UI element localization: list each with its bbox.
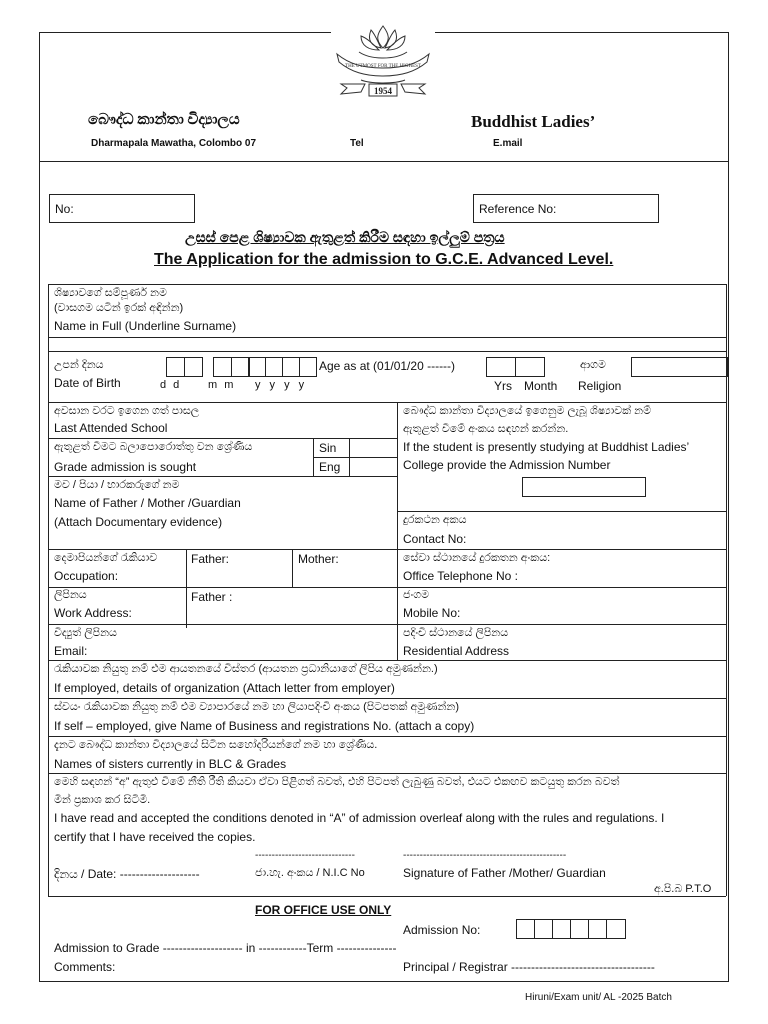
office-admission-no-cell-3[interactable] — [552, 919, 571, 939]
guardian-signature-label: Signature of Father /Mother/ Guardian — [403, 866, 606, 880]
work-address-label-si: ලිපිනය — [54, 589, 87, 601]
dob-yyyy-hint: y y y y — [255, 379, 308, 391]
crest-motto: THE UTMOST FOR THE HIGHEST — [345, 64, 421, 69]
date-field-label: දිනය / Date: -------------------- — [54, 867, 200, 881]
current-student-si1: බෞද්ධ කාන්තා විද්‍යාලයේ ඉගෙනුම ලැබූ ශිෂ්‍යාවක් නම් — [403, 405, 651, 417]
age-month-label: Month — [524, 379, 558, 393]
dob-year-cell-3[interactable] — [282, 357, 300, 377]
dob-dd-hint: d d — [160, 379, 182, 391]
mobile-label-en: Mobile No: — [403, 606, 461, 620]
work-address-father-label: Father : — [191, 590, 233, 604]
self-employment-label-en: If self – employed, give Name of Business and registrations No. (attach a copy) — [54, 719, 475, 733]
dob-day-cell-1[interactable] — [166, 357, 185, 377]
age-month-cell[interactable] — [515, 357, 545, 377]
declaration-en1: I have read and accepted the conditions denoted in “A” of admission overleaf along with the rules and regulations. I — [54, 811, 665, 825]
age-yrs-label: Yrs — [494, 379, 512, 393]
office-admission-no-label: Admission No: — [403, 923, 481, 937]
age-years-cell[interactable] — [486, 357, 516, 377]
office-admission-no-cell-4[interactable] — [570, 919, 589, 939]
declaration-si2: මින් ප්‍රකාශ කර සිටිමි. — [54, 794, 151, 806]
school-crest-logo — [331, 20, 435, 100]
employment-label-si: රැකියාවක නියුතු නම් එම ආයතනයේ විස්තර (ආයතන ප්‍රධානියාගේ ලිපිය අමුණන්න.) — [54, 663, 438, 675]
current-student-en1: If the student is presently studying at Buddhist Ladies’ — [403, 440, 690, 454]
dob-label-en: Date of Birth — [54, 376, 121, 390]
nic-label: ජා.හැ. අංකය / N.I.C No — [255, 867, 365, 879]
grade-label-en: Grade admission is sought — [54, 460, 197, 474]
residential-label-si: පදිංචි ස්ථානයේ ලිපිනය — [403, 627, 509, 639]
last-school-label-en: Last Attended School — [54, 421, 168, 435]
email-label: E.mail — [493, 138, 523, 149]
dob-month-cell-1[interactable] — [213, 357, 232, 377]
office-use-title: FOR OFFICE USE ONLY — [255, 903, 392, 917]
declaration-si1: මෙහි සඳහන් “අ” ඇතුළු වීමේ නීති රීති කියවා ඒවා පිළිගත් බවත්, එහි පිටපත් ලැබුණු බවත්, එයට එකඟව කටයුතු කරන බවත් — [54, 776, 620, 788]
email-label-en: Email: — [54, 644, 88, 658]
grade-english-medium: Eng — [319, 460, 341, 474]
contact-label-en: Contact No: — [403, 532, 467, 546]
reference-no-label: Reference No: — [479, 202, 557, 216]
employment-label-en: If employed, details of organization (Attach letter from employer) — [54, 681, 395, 695]
office-admission-no-cell-2[interactable] — [534, 919, 553, 939]
office-grade-line: Admission to Grade -------------------- in ------------Term --------------- — [54, 941, 397, 955]
religion-field[interactable] — [631, 357, 728, 377]
last-school-label-si: අවසාන වරට ඉගෙන ගත් පාසල — [54, 405, 200, 417]
email-label-si: විද්‍යුත් ලිපිනය — [54, 627, 117, 639]
form-title-sinhala: උසස් පෙළ ශිෂ්‍යාවක ඇතුළත් කිරීම සඳහා ඉල්ලුම් පත්‍රය — [185, 229, 505, 245]
office-admission-no-cell-5[interactable] — [588, 919, 607, 939]
school-name-english: Buddhist Ladies’ — [471, 112, 596, 131]
sisters-label-en: Names of sisters currently in BLC & Grades — [54, 757, 287, 771]
nic-signature-line: ------------------------------ — [255, 850, 355, 861]
grade-sinhala-medium: Sin — [319, 441, 337, 455]
occupation-label-en: Occupation: — [54, 569, 119, 583]
dob-day-cell-2[interactable] — [184, 357, 203, 377]
dob-label-si: උපන් දිනය — [54, 359, 104, 371]
office-comments-label: Comments: — [54, 960, 116, 974]
grade-label-si: ඇතුළත් වීමට බලාපොරොත්තු වන ශ්‍රේණිය — [54, 441, 253, 453]
dob-year-cell-4[interactable] — [299, 357, 317, 377]
occupation-label-si: දෙමාපියන්ගේ රැකියාව — [54, 552, 158, 564]
residential-label-en: Residential Address — [403, 644, 510, 658]
self-employment-label-si: ස්වයං රැකියාවක නියුතු නම් එම ව්‍යාපාරයේ නම හා ලියාපදිංචි අංකය (පිටපතක් අමුණන්න) — [54, 701, 460, 713]
fullname-label-en: Name in Full (Underline Surname) — [54, 319, 237, 333]
header-divider — [39, 161, 729, 162]
office-phone-label-en: Office Telephone No : — [403, 569, 518, 583]
religion-label-si: ආගම — [580, 359, 606, 371]
mobile-label-si: ජංගම — [403, 589, 430, 601]
dob-year-cell-2[interactable] — [265, 357, 283, 377]
declaration-en2: certify that I have received the copies. — [54, 830, 256, 844]
contact-label-si: දුරකථන අකය — [403, 514, 467, 526]
tel-label: Tel — [350, 138, 364, 149]
sisters-label-si: දැනට බෞද්ධ කාන්තා විද්‍යාලයේ සිටින සහෝදරියන්ගේ නම හා ශ්‍රේණිය. — [54, 739, 378, 751]
office-admission-no-cell-6[interactable] — [606, 919, 626, 939]
occupation-mother-label: Mother: — [298, 552, 339, 566]
parent-name-label-en1: Name of Father / Mother /Guardian — [54, 496, 241, 510]
office-admission-no-cell-1[interactable] — [516, 919, 535, 939]
dob-mm-hint: m m — [208, 379, 236, 391]
current-student-en2: College provide the Admission Number — [403, 458, 611, 472]
guardian-signature-line: ------------------------------------------------- — [403, 850, 567, 861]
work-address-label-en: Work Address: — [54, 606, 132, 620]
dob-year-cell-1[interactable] — [248, 357, 266, 377]
current-student-si2: ඇතුළත් වීමේ අංකය සඳහන් කරන්න. — [403, 423, 569, 435]
fullname-label-si1: ශිෂ්‍යාවගේ සම්පූර්ණ නම — [54, 287, 167, 299]
occupation-father-label: Father: — [191, 552, 230, 566]
parent-name-label-si: මව / පියා / භාරකරුගේ නම — [54, 479, 180, 491]
age-label: Age as at (01/01/20 ------) — [319, 359, 456, 373]
school-name-sinhala: බෞද්ධ කාන්තා විද්‍යාලය — [88, 112, 240, 128]
pto-label: අ.පි.බ P.T.O — [654, 883, 712, 895]
footer-batch-label: Hiruni/Exam unit/ AL -2025 Batch — [525, 992, 672, 1003]
religion-label-en: Religion — [578, 379, 622, 393]
form-title-english: The Application for the admission to G.C.E. Advanced Level. — [154, 251, 614, 268]
fullname-label-si2: (වාසගම යටින් ඉරක් අඳින්න) — [54, 302, 184, 314]
office-phone-label-si: සේවා ස්ථානයේ දුරකතන අංකය: — [403, 552, 551, 564]
office-principal-label: Principal / Registrar ------------------------------------ — [403, 960, 655, 974]
school-address: Dharmapala Mawatha, Colombo 07 — [91, 138, 257, 149]
parent-name-label-en2: (Attach Documentary evidence) — [54, 515, 223, 529]
admission-number-field[interactable] — [522, 477, 646, 497]
no-label: No: — [55, 202, 74, 216]
crest-year: 1954 — [374, 86, 392, 96]
